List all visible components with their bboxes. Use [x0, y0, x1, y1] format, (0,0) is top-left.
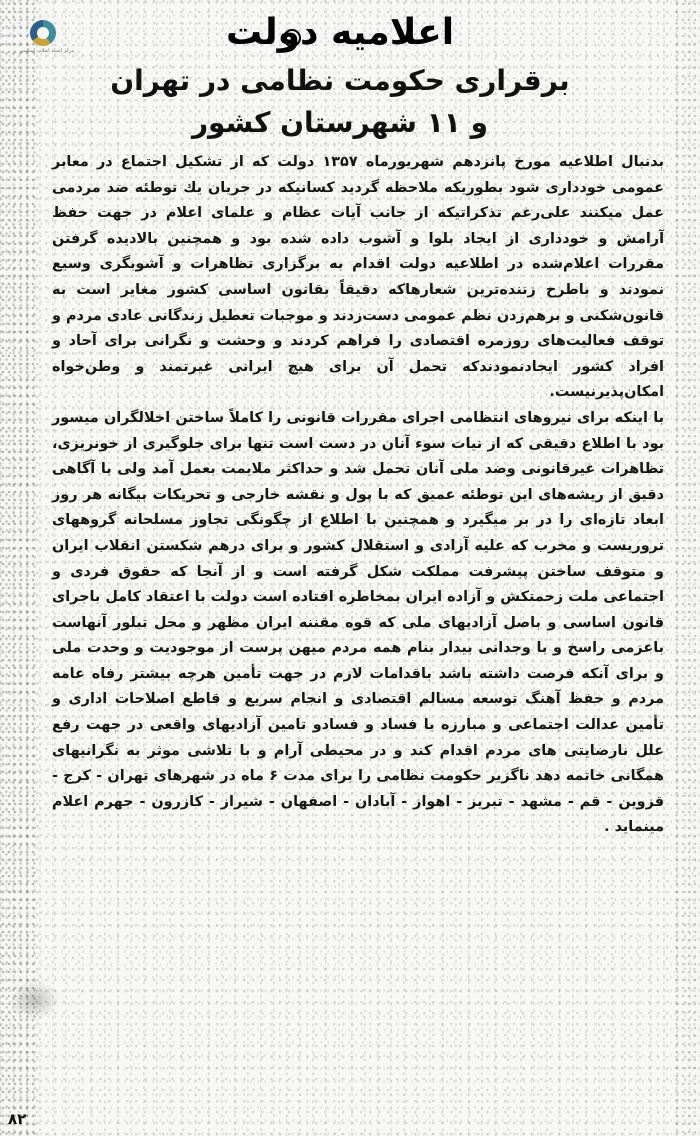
scan-smudge — [10, 980, 60, 1020]
page-number: ۸۲ — [8, 1110, 27, 1128]
document-title: اعلامیه دولت — [225, 12, 455, 53]
document-body — [52, 150, 664, 841]
logo-caption: مرکز اسناد انقلاب اسلامی — [19, 48, 75, 54]
body-paragraph-1: بدنبال اطلاعیه مورخ پانزدهم شهریورماه ۱۳۵۷ دولت که از تشکیل اجتماع در معابر عمومی خودداری شود بطوریکه ملاحظه گردید کسانیکه در جریان یك توطئه ضد مردمی عمل میکنند علی‌رغم تذکراتیکه از جانب آیات عظام و علمای اعلام در جهت حفظ آرامش و خودداری از ایجاد بلوا و آشوب داده شده بود و همچنین بالادیده گرفتن مقررات اعلام‌شده در اطلاعیه دولت اقدام به برگزاری تظاهرات و آشوبگری وسیع نمودند و باطرح زننده‌ترین شعارهاکه دقیقاً بقانون اساسی کشور مغایر است به قانون‌شکنی و برهم‌زدن نظم عمومی دست‌زدند و موجبات تعطیل زندگانی عادی مردم و توقف فعالیت‌های روزمره اقتصادی را فراهم کردند و وحشت و نگرانی برای آحاد و افراد کشور ایجادنمودندکه تحمل آن برای هیچ ایرانی غیرتمند و وطن‌خواه امکان‌پذیرنیست. — [52, 154, 664, 401]
right-scan-edge — [674, 0, 700, 1136]
left-scan-edge — [0, 0, 38, 1136]
circle-bullet-icon — [283, 29, 301, 47]
document-subtitle-line2: و ۱۱ شهرستان کشور — [191, 106, 489, 139]
body-paragraph-2: با اینکه برای نیروهای انتظامی اجرای مقررات قانونی را کاملاً ساختن اخلالگران میسور بود با اطلاع دقیقی که از نیات سوء آنان در دست است تنها برای جلوگیری از خونریزی، تظاهرات غیرقانونی وضد ملی آنان تحمل شد و حداکثر ملایمت بعمل آمد ولی با آگاهی دقیق از ریشه‌های این توطئه عمیق که با پول و نقشه خارجی و تحریکات بیگانه هر روز ابعاد تازه‌ای را در بر میگیرد و همچنین با اطلاع از چگونگی تجاوز مسلحانه گروههای تروریست و مخرب که علیه آزادی و استقلال کشور و برای درهم شکستن انقلاب ایران و متوقف ساختن پیشرفت مملکت شکل گرفته است و از آنجا که حقوق فردی و اجتماعی ملت زحمتکش و آزاده ایران بمخاطره افتاده است دولت با اعتقاد کامل باجرای قانون اساسی و باصل آزادیهای ملی که قوه مقننه ایران مظهر و محل تبلور آنهاست باعزمی راسخ و با وجدانی بیدار بنام همه مردم میهن پرست از موجودیت و وحدت ملی و برای آنکه فرصت داشته باشد باقدامات لازم در جهت تأمین هرچه بیشتر رفاه عامه مردم و حفظ آهنگ توسعه مسالم اقتصادی و انجام سریع و قاطع اصلاحات اداری و تأمین عدالت اجتماعی و مبارزه با فساد و فسادو تامین آزادیهای واقعی در جهت رفع علل نارضایتی های مردم اقدام کند و در محیطی آرام و با تلاشی موثر به نگرانیهای همگانی خاتمه دهد ناگزیر حکومت نظامی را برای مدت ۶ ماه در شهرهای تهران - کرج - قزوین - قم - مشهد - تبریز - اهواز - آبادان - اصفهان - شیراز - کازرون - جهرم اعلام مینماید . — [52, 409, 664, 836]
logo-ring-icon — [30, 20, 56, 46]
document-subtitle-line1: برقراری حکومت نظامی در تهران — [110, 64, 570, 97]
